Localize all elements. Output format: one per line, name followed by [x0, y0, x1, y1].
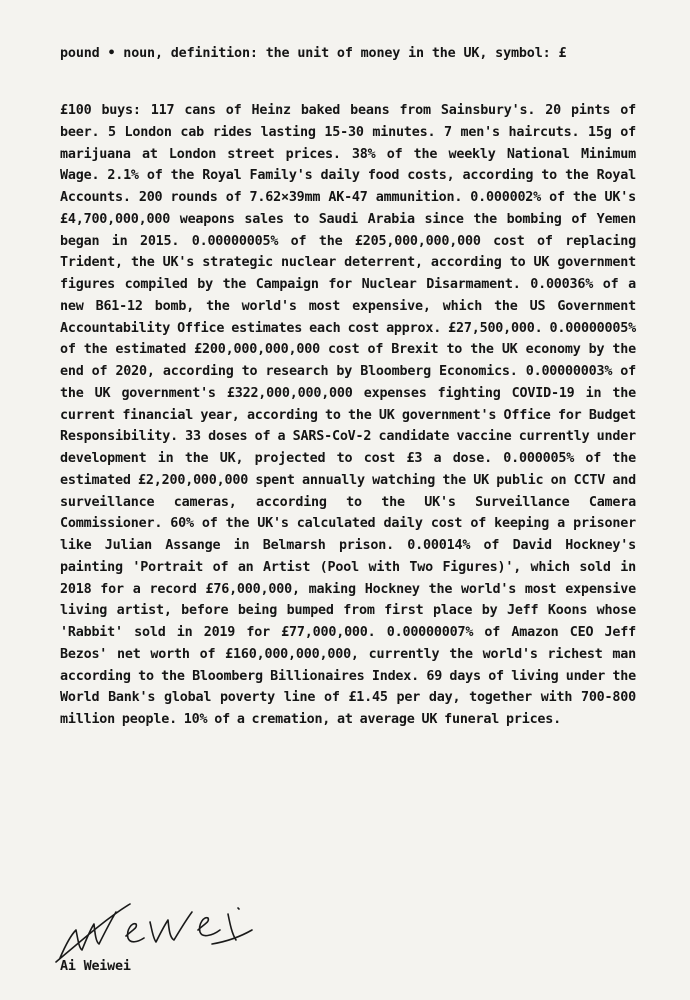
- handwritten-signature: [52, 900, 262, 965]
- definition-line: pound • noun, definition: the unit of money in the UK, symbol: £: [60, 46, 567, 61]
- artist-name: Ai Weiwei: [60, 959, 131, 974]
- body-paragraph: £100 buys: 117 cans of Heinz baked beans from Sainsbury's. 20 pints of beer. 5 London cab rides lasting 15-30 minutes. 7 men's haircuts. 15g of marijuana at London street prices. 38% of the weekly National Minimum Wage. 2.1% of the Royal Family's daily food costs, according to the Royal Accounts. 200 rounds of 7.62×39mm AK-47 ammunition. 0.000002% of the UK's £4,700,000,000 weapons sales to Saudi Arabia since the bombing of Yemen began in 2015. 0.00000005% of the £205,000,000,000 cost of replacing Trident, the UK's strategic nuclear deterrent, according to UK government figures compiled by the Campaign for Nuclear Disarmament. 0.00036% of a new B61-12 bomb, the world's most expensive, which the US Government Accountability Office estimates each cost approx. £27,500,000. 0.00000005% of the estimated £200,000,000,000 cost of Brexit to the UK economy by the end of 2020, according to research by Bloomberg Economics. 0.00000003% of the UK government's £322,000,000,000 expenses fighting COVID-19 in the current financial year, according to the UK government's Office for Budget Responsibility. 33 doses of a SARS-CoV-2 candidate vaccine currently under development in the UK, projected to cost £3 a dose. 0.000005% of the estimated £2,200,000,000 spent annually watching the UK public on CCTV and surveillance cameras, according to the UK's Surveillance Camera Commissioner. 60% of the UK's calculated daily cost of keeping a prisoner like Julian Assange in Belmarsh prison. 0.00014% of David Hockney's painting 'Portrait of an Artist (Pool with Two Figures)', which sold in 2018 for a record £76,000,000, making Hockney the world's most expensive living artist, before being bumped from first place by Jeff Koons whose 'Rabbit' sold in 2019 for £77,000,000. 0.00000007% of Amazon CEO Jeff Bezos' net worth of £160,000,000,000, currently the world's richest man according to the Bloomberg Billionaires Index. 69 days of living under the World Bank's global poverty line of £1.45 per day, together with 700-800 million people. 10% of a cremation, at average UK funeral prices.: [60, 103, 636, 727]
